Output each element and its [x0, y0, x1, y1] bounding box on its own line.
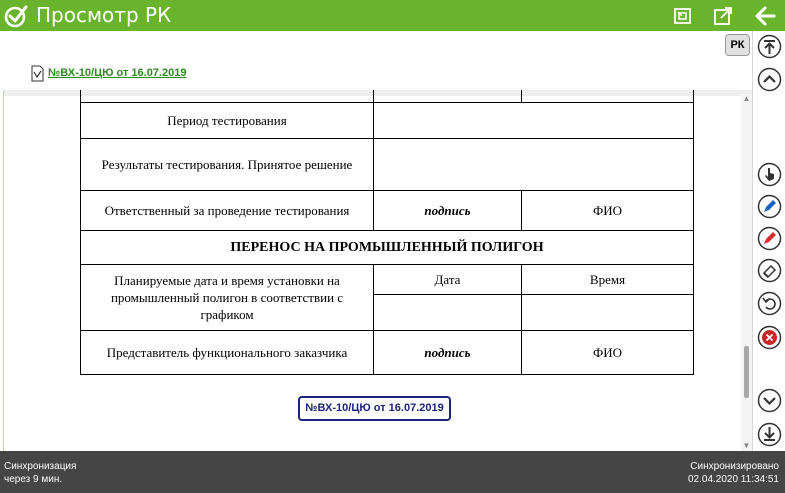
planned-time-header: Время — [522, 265, 694, 295]
external-window-icon[interactable] — [712, 5, 734, 27]
planned-date-header: Дата — [374, 265, 522, 295]
registration-stamp: №ВХ-10/ЦЮ от 16.07.2019 — [298, 396, 451, 421]
sync-info — [4, 460, 76, 486]
responsible-fio: ФИО — [522, 191, 694, 231]
rk-button[interactable]: РК — [725, 34, 750, 56]
arrow-left-icon[interactable] — [754, 5, 776, 27]
scroll-up-arrow-icon[interactable]: ▲ — [742, 94, 751, 103]
page-up-icon[interactable] — [757, 67, 782, 92]
undo-icon[interactable] — [757, 291, 782, 316]
table-row — [81, 139, 694, 191]
section-title: ПЕРЕНОС НА ПРОМЫШЛЕННЫЙ ПОЛИГОН — [81, 231, 694, 265]
checkmark-circle-icon — [4, 4, 28, 28]
table-row — [81, 231, 694, 265]
window-restore-icon[interactable] — [672, 5, 694, 27]
sync-next: через 9 мин. — [4, 474, 63, 485]
delete-icon[interactable] — [757, 325, 782, 350]
document-sign-icon — [30, 65, 46, 82]
page-down-icon[interactable] — [757, 388, 782, 413]
results-value — [374, 139, 694, 191]
document-link-row — [30, 64, 186, 82]
vertical-scrollbar[interactable] — [741, 94, 752, 451]
scroll-top-icon[interactable] — [757, 34, 782, 59]
eraser-icon[interactable] — [757, 258, 782, 283]
sync-time: 02.04.2020 11:34:51 — [687, 474, 779, 485]
pointer-icon[interactable] — [757, 162, 782, 187]
period-label: Период тестирования — [81, 103, 374, 139]
period-value — [374, 103, 694, 139]
document-link[interactable]: №ВХ-10/ЦЮ от 16.07.2019 — [48, 67, 187, 79]
window-title: Просмотр РК — [36, 3, 172, 27]
table-row — [81, 331, 694, 375]
blue-pen-icon[interactable] — [757, 194, 782, 219]
red-pen-icon[interactable] — [757, 226, 782, 251]
representative-label: Представитель функционального заказчика — [81, 331, 374, 375]
table-row — [81, 191, 694, 231]
planned-time-value — [522, 295, 694, 331]
representative-fio: ФИО — [522, 331, 694, 375]
table-cell — [81, 90, 374, 103]
results-label: Результаты тестирования. Принятое решение — [81, 139, 374, 191]
sync-status: Синхронизировано — [690, 461, 779, 472]
status-bar — [0, 451, 785, 493]
title-bar — [0, 0, 785, 31]
form-table — [80, 90, 694, 375]
scroll-down-arrow-icon[interactable]: ▼ — [742, 441, 751, 450]
representative-sign: подпись — [374, 331, 522, 375]
tool-column — [752, 31, 785, 451]
table-row — [81, 90, 694, 103]
responsible-label: Ответственный за проведение тестирования — [81, 191, 374, 231]
table-cell — [374, 90, 522, 103]
table-row — [81, 103, 694, 139]
sync-label: Синхронизация — [4, 461, 77, 472]
planned-date-value — [374, 295, 522, 331]
scroll-thumb[interactable] — [744, 346, 749, 398]
table-cell — [522, 90, 694, 103]
document-viewer[interactable] — [3, 90, 752, 451]
responsible-sign: подпись — [374, 191, 522, 231]
planned-label: Планируемые дата и время установки на промышленный полигон в соответствии с графиком — [81, 265, 374, 331]
document-header — [0, 31, 752, 94]
scroll-bottom-icon[interactable] — [757, 422, 782, 447]
sync-status-info — [688, 460, 779, 486]
table-row — [81, 265, 694, 295]
